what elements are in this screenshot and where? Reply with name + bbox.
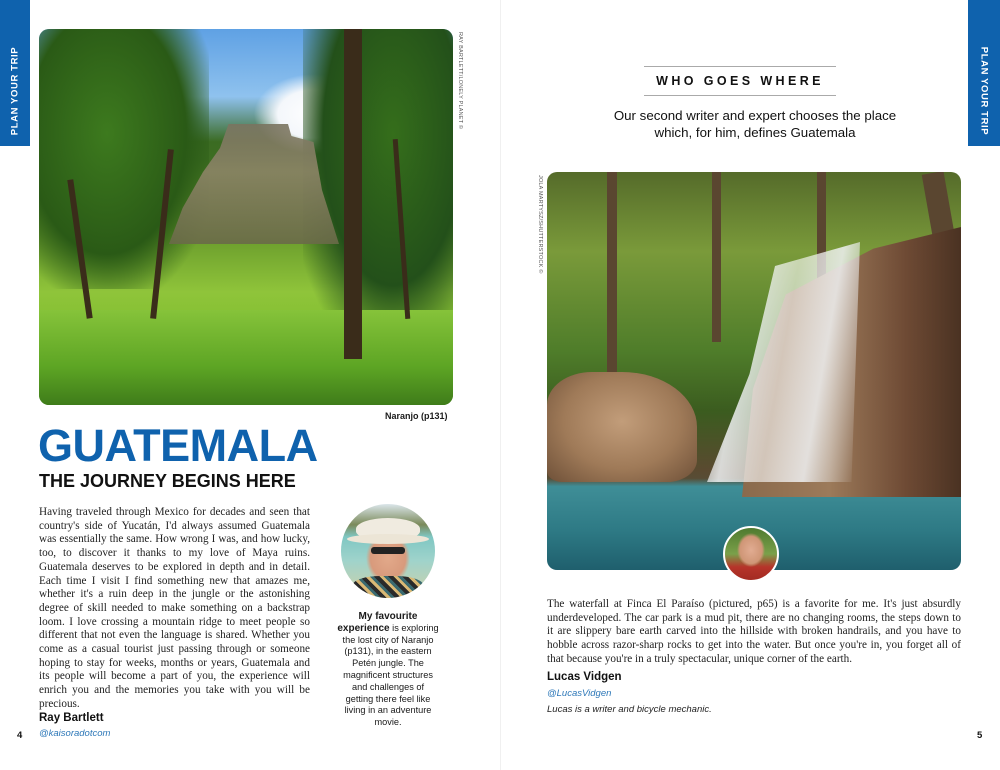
author-handle-link[interactable]: @LucasVidgen (547, 688, 612, 699)
favourite-text: is exploring the lost city of Naranjo (p131), in the eastern Petén jungle. The magnificent structures and challenges of getting there feel like living in an adventure movie. (342, 622, 439, 728)
waterfall-photo (547, 172, 961, 570)
author-avatar-ray (341, 504, 435, 598)
naranjo-ruins-photo (39, 29, 453, 405)
hat-brim (347, 534, 429, 544)
section-tab-label: PLAN YOUR TRIP (978, 46, 990, 135)
grass-clearing (39, 310, 453, 405)
jungle-canopy-right (303, 29, 453, 329)
tree-trunk (607, 172, 617, 372)
page-title: GUATEMALA (38, 420, 318, 471)
photo-caption: Naranjo (p131) (385, 411, 448, 421)
section-tab-right (968, 0, 1000, 146)
jungle-canopy-left (39, 29, 209, 289)
photo-credit-ruins: RAY BARTLETT/LONELY PLANET © (457, 32, 463, 130)
author-avatar-lucas (723, 526, 779, 582)
page-number-right: 5 (977, 730, 983, 741)
page-subtitle: THE JOURNEY BEGINS HERE (39, 471, 296, 491)
author-name: Lucas Vidgen (547, 671, 622, 683)
section-label: WHO GOES WHERE (644, 66, 836, 96)
patterned-shirt (353, 576, 423, 598)
sunglasses (371, 547, 405, 554)
favourite-lead: My favourite experience (337, 611, 418, 634)
photo-credit-waterfall: JOLA MARTYSZ/SHUTTERSTOCK © (537, 175, 543, 274)
page-number-left: 4 (17, 730, 23, 741)
author-handle-link[interactable]: @kaisoradotcom (39, 728, 111, 739)
boulder-left (547, 372, 697, 482)
author-bio: Lucas is a writer and bicycle mechanic. (547, 704, 712, 715)
page-gutter (500, 0, 501, 770)
favourite-experience-quote (337, 611, 439, 729)
section-tab-left (0, 0, 30, 146)
author-name: Ray Bartlett (39, 712, 104, 724)
section-tab-label: PLAN YOUR TRIP (9, 46, 21, 135)
tree-trunk (712, 172, 721, 342)
section-intro: Our second writer and expert chooses the place which, for him, defines Guatemala (613, 108, 897, 140)
waterfall-body-text: The waterfall at Finca El Paraíso (pictured, p65) is a favorite for me. It's just absurdly underdeveloped. The car park is a mud pit, there are no changing rooms, the steps down to it are slippery bare earth carved into the hillside with broken handrails, and you have to hobble across razor-sharp rocks to get into the water. But once you're in, you forget all of that because you're in a truly spectacular, unique corner of the earth. (547, 598, 961, 665)
tree-trunk (344, 29, 362, 359)
intro-body-text: Having traveled through Mexico for decades and seen that country's side of Yucatán, I'd always assumed Guatemala was essentially the same. How wrong I was, and how lucky, too, to discover it thanks to my love of Maya ruins. Guatemala deserves to be explored in depth and in detail. Each time I visit I find something new that amazes me, whether it's a ruin deep in the jungle or the astonishing degree of skill needed to make something on a backstrap loom. I love crossing a mountain ridge to meet people so different that not even the language is shared. Whether you come as a casual tourist just passing through or someone hoping to stay for weeks, months or years, Guatemala and its people will become a part of you, the experience will enrich you and the memories you take with you will be precious. (39, 506, 310, 710)
waterfall-cascade (707, 242, 877, 482)
